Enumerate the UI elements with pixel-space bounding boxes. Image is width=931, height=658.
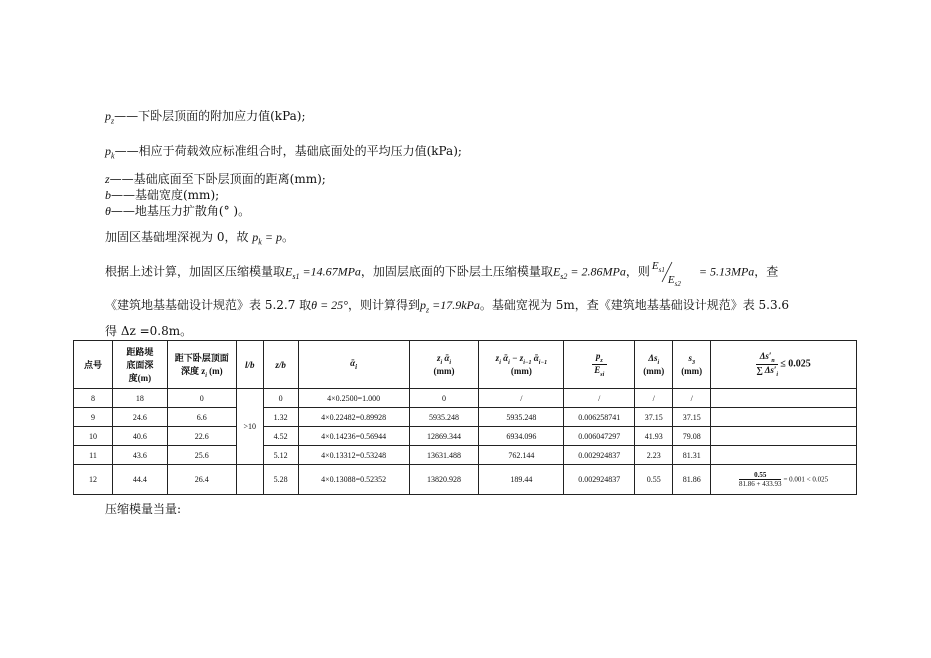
- criterion-numerator: 0.55: [739, 471, 781, 480]
- paragraph-text-3: 。基础宽视为 5m，查《建筑地基基础设计规范》表 5.3.6: [479, 298, 790, 312]
- cell-zi: 25.6: [167, 446, 236, 465]
- cell-depth: 43.6: [112, 446, 167, 465]
- table-row: [74, 427, 857, 446]
- cell-pz-over-esi: 0.002924837: [564, 446, 635, 465]
- formula-es1-value: =14.67MPa: [299, 264, 361, 279]
- cell-delta-s: 37.15: [635, 408, 673, 427]
- paragraph-tail: 。: [281, 230, 294, 244]
- definition-text: 相应于荷载效应标准组合时，基础底面处的平均压力值(kPa);: [138, 144, 462, 158]
- cell-criterion: [711, 408, 857, 427]
- formula-pk: p: [252, 230, 259, 244]
- paragraph-modulus: [105, 260, 779, 289]
- paragraph-text-3: ，则: [625, 264, 650, 279]
- definition-text: 基础宽度(mm);: [135, 188, 220, 202]
- cell-alpha: 4×0.22482=0.89928: [298, 408, 409, 427]
- criterion-result: = 0.001 < 0.025: [783, 475, 829, 484]
- header-z-over-b: z/b: [263, 341, 298, 389]
- header-z-alpha: $z_i$ ᾱ$_i$ (mm): [409, 341, 479, 389]
- definition-symbol-sub: k: [111, 151, 115, 161]
- formula-pz: p: [419, 298, 426, 312]
- header-point-no: 点号: [74, 341, 113, 389]
- formula-es2-sub: s2: [560, 271, 568, 281]
- cell-z-alpha-diff: 762.144: [479, 446, 564, 465]
- paragraph-text: 加固区基础埋深视为 0，故: [105, 230, 249, 244]
- paragraph-text: 得 Δz =0.8m。: [105, 324, 193, 338]
- cell-pz-over-esi: /: [564, 389, 635, 408]
- criterion-denominator: 81.86 + 433.93: [739, 480, 782, 488]
- paragraph-text-2: ，则计算得到: [347, 298, 420, 312]
- cell-pz-over-esi: 0.006047297: [564, 427, 635, 446]
- formula-pz-sub: z: [425, 305, 430, 315]
- paragraph-delta-z: [105, 323, 192, 339]
- cell-delta-s: 2.23: [635, 446, 673, 465]
- definition-symbol: p: [105, 144, 111, 158]
- cell-z-over-b: 1.32: [263, 408, 298, 427]
- definition-pz: [105, 108, 306, 129]
- header-z-alpha-difference: $z_i$ ᾱ$_i$ − $z_{i-1}$ ᾱ$_{i-1}$ (mm): [479, 341, 564, 389]
- cell-delta-s: /: [635, 389, 673, 408]
- header-s3: $s_3$ (mm): [673, 341, 711, 389]
- cell-s3: 79.08: [673, 427, 711, 446]
- paragraph-text: 压缩模量当量:: [105, 502, 182, 516]
- cell-l-over-b: >10: [236, 389, 263, 465]
- table-row: [74, 408, 857, 427]
- formula-pk-rest: = p: [261, 230, 282, 244]
- definition-symbol-sub: z: [111, 116, 115, 126]
- definition-symbol: p: [105, 109, 111, 123]
- paragraph-text-1: 根据上述计算，加固区压缩模量取: [105, 264, 286, 279]
- definition-symbol: z: [105, 172, 110, 186]
- cell-delta-s: 41.93: [635, 427, 673, 446]
- cell-z-over-b: 4.52: [263, 427, 298, 446]
- definition-dash: ——: [109, 172, 134, 186]
- cell-z-alpha: 13820.928: [409, 465, 479, 495]
- formula-pz-value: =17.9kPa: [429, 298, 480, 312]
- formula-es1-sub: s1: [292, 271, 300, 281]
- paragraph-equivalent-modulus: [105, 501, 181, 517]
- cell-delta-s: 0.55: [635, 465, 673, 495]
- cell-alpha: 4×0.14236=0.56944: [298, 427, 409, 446]
- definition-text: 基础底面至下卧层顶面的距离(mm);: [133, 172, 326, 186]
- cell-depth: 18: [112, 389, 167, 408]
- cell-alpha: 4×0.13312=0.53248: [298, 446, 409, 465]
- cell-z-alpha-diff: 6934.096: [479, 427, 564, 446]
- cell-zi: 26.4: [167, 465, 236, 495]
- cell-depth: 24.6: [112, 408, 167, 427]
- header-convergence-criterion: $\frac{\Delta s'_n}{\sum \Delta s'_i}$ ≤ 0.025: [711, 341, 857, 389]
- cell-z-alpha: 0: [409, 389, 479, 408]
- cell-pz-over-esi: 0.002924837: [564, 465, 635, 495]
- cell-pz-over-esi: 0.006258741: [564, 408, 635, 427]
- cell-criterion: [711, 446, 857, 465]
- cell-criterion: [711, 465, 857, 495]
- definition-z: [105, 171, 326, 187]
- definition-dash: ——: [114, 144, 139, 158]
- definition-dash: ——: [110, 204, 135, 218]
- cell-point-no: 12: [74, 465, 113, 495]
- table-header-row: [74, 341, 857, 389]
- formula-theta: θ = 25°: [311, 298, 348, 312]
- cell-point-no: 9: [74, 408, 113, 427]
- cell-z-over-b: 5.28: [263, 465, 298, 495]
- settlement-table: [73, 340, 857, 495]
- cell-criterion: [711, 427, 857, 446]
- cell-zi: 22.6: [167, 427, 236, 446]
- formula-pk-sub: k: [258, 237, 262, 247]
- header-delta-s: $\Delta s_i$ (mm): [635, 341, 673, 389]
- definition-text: 地基压力扩散角(° )。: [134, 204, 251, 218]
- definition-text: 下卧层顶面的附加应力值(kPa);: [138, 109, 306, 123]
- cell-s3: 37.15: [673, 408, 711, 427]
- definition-dash: ——: [111, 188, 135, 202]
- table-row: [74, 465, 857, 495]
- cell-alpha: 4×0.13088=0.52352: [298, 465, 409, 495]
- fraction-numerator: $E_{s1}$: [651, 260, 665, 275]
- cell-zi: 6.6: [167, 408, 236, 427]
- cell-zi: 0: [167, 389, 236, 408]
- formula-ratio-value: = 5.13MPa: [695, 264, 755, 279]
- cell-z-over-b: 5.12: [263, 446, 298, 465]
- cell-z-alpha-diff: 189.44: [479, 465, 564, 495]
- header-depth-from-layer-top: 距下卧层顶面 深度 $z_i$ (m): [167, 341, 236, 389]
- cell-s3: 81.31: [673, 446, 711, 465]
- header-l-over-b: l/b: [236, 341, 263, 389]
- definition-symbol: b: [105, 188, 111, 202]
- definition-symbol: θ: [105, 204, 111, 218]
- cell-s3: /: [673, 389, 711, 408]
- header-pz-over-esi: $p_z$ $E_{si}$: [564, 341, 635, 389]
- cell-z-over-b: 0: [263, 389, 298, 408]
- paragraph-text-2: ，加固层底面的下卧层土压缩模量取: [360, 264, 553, 279]
- cell-depth: 40.6: [112, 427, 167, 446]
- cell-z-alpha-diff: /: [479, 389, 564, 408]
- definition-dash: ——: [114, 109, 139, 123]
- cell-point-no: 10: [74, 427, 113, 446]
- table-row: [74, 389, 857, 408]
- definition-b: [105, 187, 219, 203]
- formula-es1: E: [285, 264, 293, 279]
- definition-pk: [105, 143, 462, 164]
- cell-z-alpha-diff: 5935.248: [479, 408, 564, 427]
- formula-es2: E: [552, 264, 561, 279]
- cell-alpha: 4×0.2500=1.000: [298, 389, 409, 408]
- cell-l-over-b-empty: [236, 465, 263, 495]
- paragraph-text-4: ，查: [754, 264, 779, 279]
- cell-z-alpha: 12869.344: [409, 427, 479, 446]
- cell-depth: 44.4: [112, 465, 167, 495]
- cell-criterion: [711, 389, 857, 408]
- cell-z-alpha: 13631.488: [409, 446, 479, 465]
- paragraph-text-1: 《建筑地基基础设计规范》表 5.2.7 取: [105, 298, 312, 312]
- header-alpha-bar: ᾱ$_i$: [298, 341, 409, 389]
- header-depth-from-embankment: 距路堤 底面深 度(m): [112, 341, 167, 389]
- cell-z-alpha: 5935.248: [409, 408, 479, 427]
- paragraph-burial-depth: [105, 229, 294, 250]
- cell-point-no: 11: [74, 446, 113, 465]
- cell-point-no: 8: [74, 389, 113, 408]
- modulus-ratio-fraction: [650, 260, 696, 289]
- formula-es2-value: = 2.86MPa: [567, 264, 626, 279]
- paragraph-spread-angle: [105, 297, 789, 318]
- table-row: [74, 446, 857, 465]
- fraction-denominator: $E_{s2}$: [667, 274, 681, 289]
- definition-theta: [105, 203, 250, 219]
- cell-s3: 81.86: [673, 465, 711, 495]
